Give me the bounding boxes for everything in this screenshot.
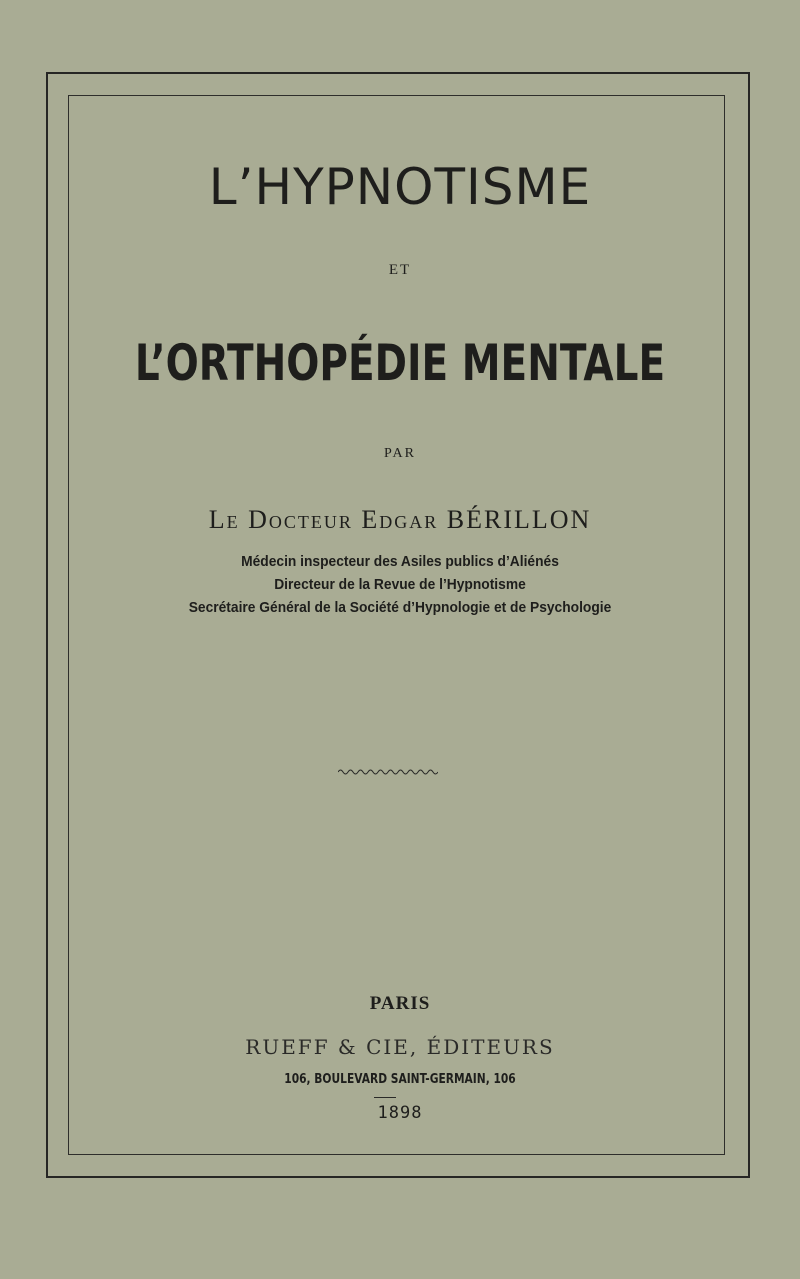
- author-name: [0, 505, 800, 535]
- publisher-address: 106, BOULEVARD SAINT-GERMAIN, 106: [284, 1072, 516, 1087]
- author-credential: Secrétaire Général de la Société d’Hypnologie et de Psychologie: [188, 599, 612, 616]
- author-prefix: Le Docteur Edgar: [208, 505, 439, 534]
- book-title: L’HYPNOTISME: [208, 158, 592, 216]
- author-surname: BÉRILLON: [446, 505, 592, 534]
- wavy-ornament: [338, 767, 438, 777]
- title-conjunction: ET: [388, 262, 412, 278]
- publication-city: PARIS: [369, 993, 431, 1014]
- by-line: PAR: [384, 446, 416, 461]
- author-credential: Médecin inspecteur des Asiles publics d’Aliénés: [241, 553, 559, 570]
- author-credential: Directeur de la Revue de l’Hypnotisme: [274, 576, 526, 593]
- publication-year: 1898: [377, 1103, 423, 1123]
- publisher-name: RUEFF & CIE, ÉDITEURS: [245, 1035, 555, 1059]
- book-subtitle: L’ORTHOPÉDIE MENTALE: [134, 334, 666, 392]
- short-divider: [374, 1097, 396, 1098]
